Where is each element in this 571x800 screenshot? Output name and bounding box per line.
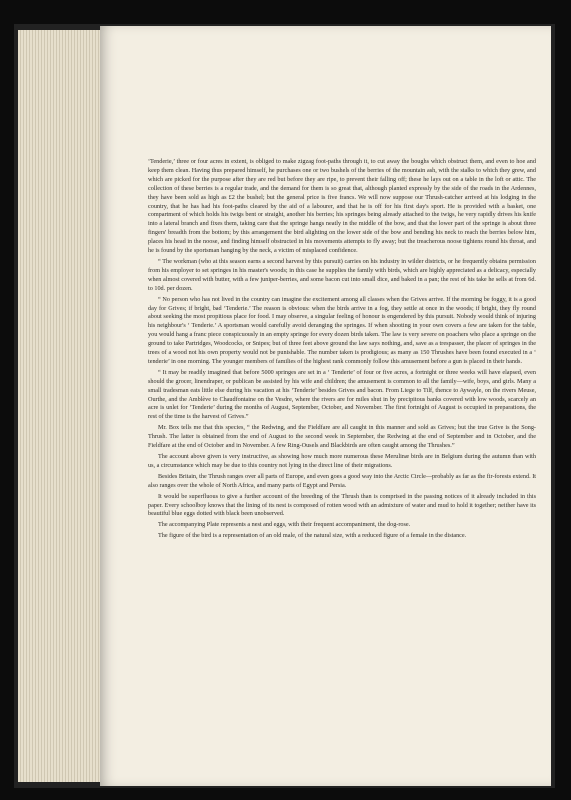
- paragraph: “ The workman (who at this season earns a second harvest by this pursuit) carries on his industry in wilder districts, or he frequently obtains permission from his employer to set springes in his master's woods; in this case he supplies the family with birds, which are highly appreciated as a delicacy, especially when almost covered with butter, with a few juniper-berries, and some bacon cut into small dice, and baked in a pan; the rest of his take he sells at from 6d. to 10d. per dozen.: [148, 257, 536, 292]
- paragraph: Mr. Box tells me that this species, “ the Redwing, and the Fieldfare are all caught in this manner and sold as Grives; but the true Grive is the Song-Thrush. The latter is obtained from the end of August to the second week in September, the Redwing at the end of September and in October, and the Fieldfare at the end of October and in November. A few Ring-Ousels and Blackbirds are often caught among the Thrushes.”: [148, 424, 536, 450]
- paragraph: It would be superfluous to give a further account of the breeding of the Thrush than is comprised in the passing notices of it already included in this paper. Every schoolboy knows that the lining of its nest is composed of rotten wood with an admixture of water and mud to hold it together; neither have its beautiful blue eggs dotted with black been unobserved.: [148, 492, 536, 518]
- paragraph: The accompanying Plate represents a nest and eggs, with their frequent accompaniment, the dog-rose.: [158, 521, 411, 529]
- page-edges: [18, 30, 108, 782]
- paragraph: The figure of the bird is a representation of an old male, of the natural size, with a reduced figure of a female in the distance.: [158, 532, 467, 540]
- paragraph: ‘Tenderie,’ three or four acres in extent, is obliged to make zigzag foot-paths through it, to cut away the boughs which obstruct them, and even to hoe and keep them clean. Having thus prepared himself, he purchases one or two bushels of the berries of the mountain ash, with the stalks to which they grew, and which are picked for the purpose after they are red but before they are ripe, to prevent their falling off; these he lays out on a table in the loft or attic. The collection of these berries is a regular trade, and the demand for them is so great that, although planted expressly by the side of the roads in the Ardennes, they have been sold as high as £2 the bushel; but the general price is five francs. We will now suppose our Thrush-catcher arrived at his lodging in the country, that he has had his foot-paths cleared by the aid of a labourer, and that he is off for his first day's sport. He is provided with a basket, one compartment of which holds his twigs bent or straight, another his berries; his springes being already attached to the twigs, he very rapidly drives his knife into a lateral branch and fixes them, taking care that the springe hangs neatly in the middle of the bow, and that the lower part of the springe is about three fingers' breadth from the bottom; by this arrangement the bird alighting on the lower side of the bow and bending his neck to reach the berries below him, places his head in the noose, and finding himself obstructed in his movements attempts to fly away; but the treacherous noose tightens round his throat, and he is found by the sportsman hanging by the neck, a victim of misplaced confidence.: [148, 158, 536, 255]
- page-text: [148, 158, 536, 543]
- book-page: [100, 26, 551, 786]
- paragraph: Besides Britain, the Thrush ranges over all parts of Europe, and even goes a good way into the Arctic Circle—probably as far as the fir-forests extend. It also ranges over the whole of North Africa, and many parts of Egypt and Persia.: [148, 472, 536, 489]
- paragraph: The account above given is very instructive, as showing how much more numerous these Merulinæ birds are in Belgium during the autumn than with us, a circumstance which may be due to this country not lying in the direct line of their migrations.: [148, 453, 536, 469]
- paragraph: “ No person who has not lived in the country can imagine the excitement among all classes when the Grives arrive. If the morning be foggy, it is a good day for Grives; if bright, bad ‘Tenderie.’ The reason is obvious: when the birds arrive in a fog, they settle at once in the woods; if bright, they fly round about seeking the most propitious place for food. I may observe, a singular feeling of honour is engendered by this pursuit. Nobody would think of injuring his neighbour's ‘ Tenderie.’ A sportsman would carefully avoid deranging the springes. If when shooting in your own covers a few are taken for the table, you would hang a franc piece conspicuously in an empty springe for every dozen birds taken. The law is very severe on poachers who place a springe on the ground to take Partridges, Woodcocks, or Snipes; but of three feet above ground the law says nothing, and, save as a trespasser, the placer of springes in the trees of a wood not his own property would not be punishable. The number taken is prodigious; as many as 150 Thrushes have been found executed in a ‘ tenderie’ in one morning. The younger members of families of the highest rank commonly follow this amusement before a gun is placed in their hands.: [148, 295, 536, 365]
- paragraph: “ It may be readily imagined that before 5000 springes are set in a ‘ Tenderie’ of four or five acres, a fortnight or three weeks will have elapsed, even should the grocer, linendraper, or publican be assisted by his wife and children; the amusement is common to all the family—wife, boys, and girls. Many a small tradesman eats little else during his vacation at his ‘Tenderie’ besides Grives and bacon. From Liege to Tilf, thence to Aywayle, on the rivers Meuse, Ourthe, and the Amblève to Chaudfontaine on the Vesdre, where the rivers are for miles shut in by precipitous banks covered with low woods, scarcely an acre is unlet for ‘Tenderie’ during the months of August, September, October, and November. The first fortnight of August is occupied in preparations, the rest of the time is the harvest of Grives.”: [148, 368, 536, 421]
